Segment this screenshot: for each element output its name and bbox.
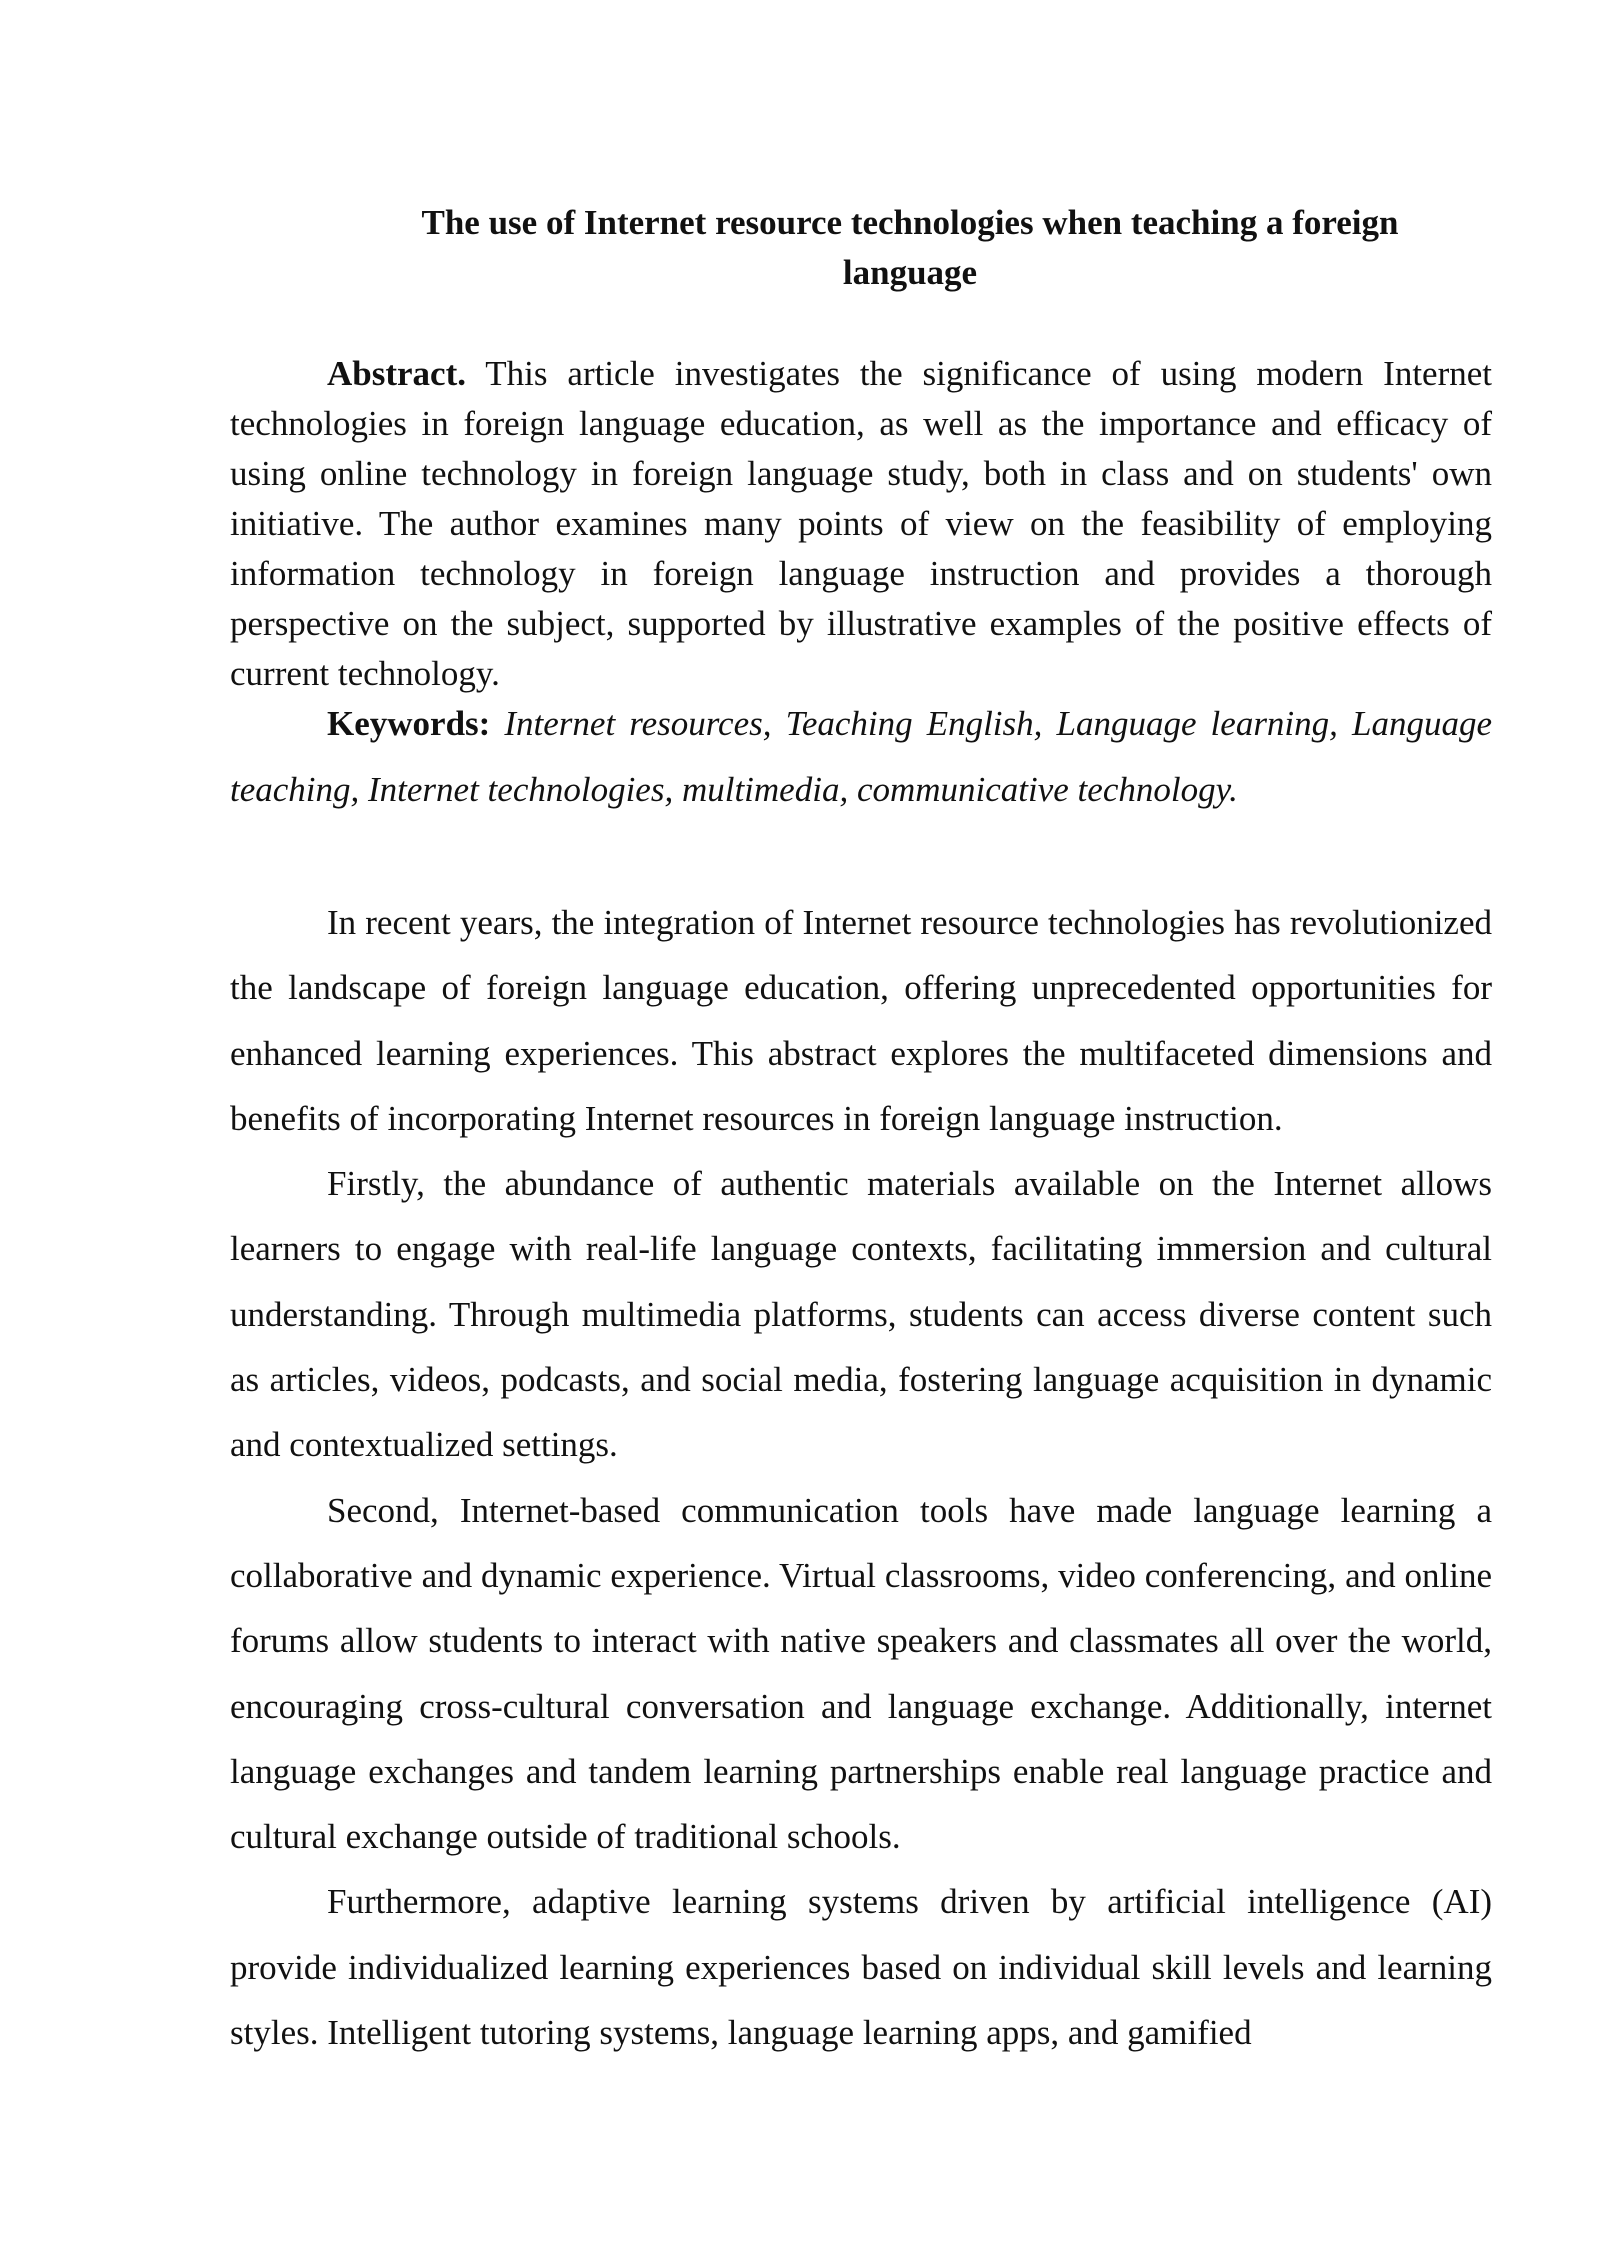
body-paragraph: Furthermore, adaptive learning systems driven by artificial intelligence (AI) provide individualized learning experiences based on individual skill levels and learning styles. Intelligent tutoring systems, language learning apps, and gamified (230, 1882, 1492, 2053)
paper-title: The use of Internet resource technologies when teaching a foreign language (421, 203, 1399, 292)
abstract-paragraph (230, 349, 1492, 699)
body-paragraph: Firstly, the abundance of authentic materials available on the Internet allows learners to engage with real-life language contexts, facilitating immersion and cultural understanding. Through multimedia platforms, students can access diverse content such as articles, videos, podcasts, and social media, fostering language acquisition in dynamic and contextualized settings. (230, 1164, 1492, 1465)
keywords-label: Keywords: (327, 704, 491, 743)
abstract-text: This article investigates the significance of using modern Internet technologies in foreign language education, as well as the importance and efficacy of using online technology in foreign language study, both in class and on students' own initiative. The author examines many points of view on the feasibility of employing information technology in foreign language instruction and provides a thorough perspective on the subject, supported by illustrative examples of the positive effects of current technology. (230, 354, 1492, 693)
keywords-text: Internet resources, Teaching English, Language learning, Language teaching, Internet technologies, multimedia, communicative technology. (230, 704, 1492, 809)
body-paragraph: Second, Internet-based communication tools have made language learning a collaborative and dynamic experience. Virtual classrooms, video conferencing, and online forums allow students to interact with native speakers and classmates all over the world, encouraging cross-cultural conversation and language exchange. Additionally, internet language exchanges and tandem learning partnerships enable real language practice and cultural exchange outside of traditional schools. (230, 1490, 1492, 1857)
abstract-label: Abstract. (327, 354, 466, 393)
keywords-paragraph (230, 691, 1492, 823)
body-paragraph: In recent years, the integration of Internet resource technologies has revolutionized the landscape of foreign language education, offering unprecedented opportunities for enhanced learning experiences. This abstract explores the multifaceted dimensions and benefits of incorporating Internet resources in foreign language instruction. (230, 903, 1492, 1138)
body-section (230, 890, 1492, 2065)
abstract-section (230, 349, 1492, 823)
